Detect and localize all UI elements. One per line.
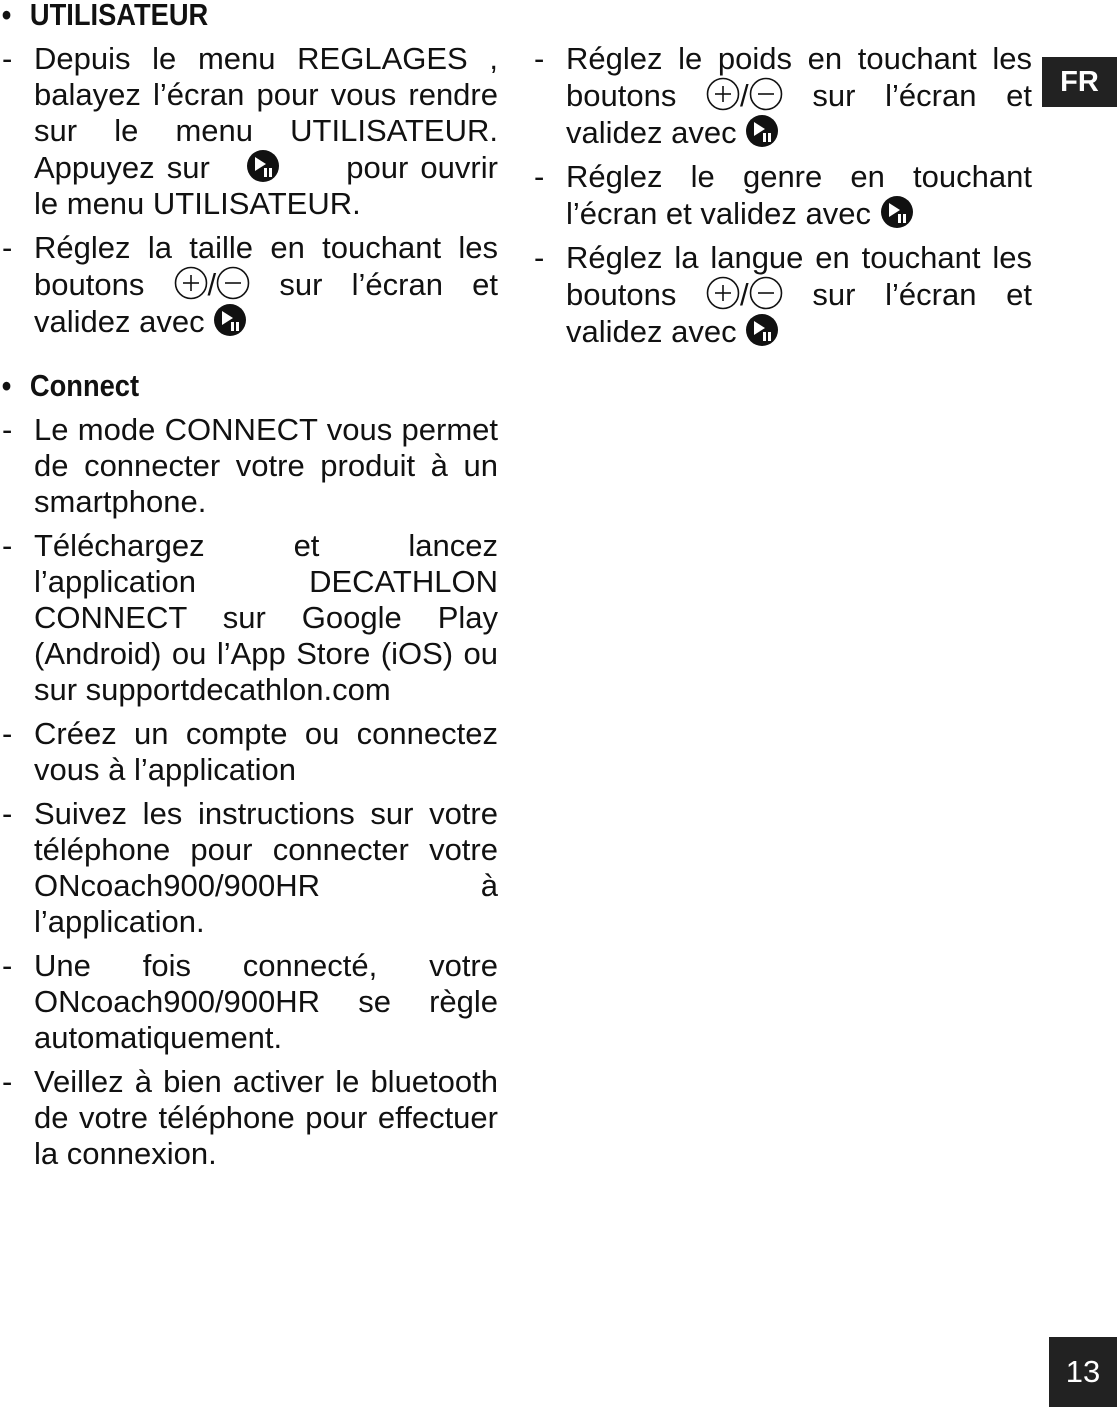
play-pause-button-icon [745, 114, 779, 148]
item-text: Veillez à bien activer le bluetooth de votre téléphone pour effectuer la connexion. [34, 1064, 498, 1171]
item-text: Suivez les instructions sur votre téléphone pour connecter votre ONcoach900/900HR à l’application. [34, 796, 498, 939]
right-column [532, 41, 1032, 350]
page-number: 13 [1049, 1337, 1117, 1407]
slash: / [207, 267, 217, 302]
item-text: Le mode CONNECT vous permet de connecter votre produit à un smartphone. [34, 412, 498, 519]
bullet: • [1, 0, 12, 32]
item-text: Téléchargez et lancez l’application DECATHLON CONNECT sur Google Play (Android) ou l’App Store (iOS) ou sur supportdecathlon.com [34, 528, 498, 707]
slash: / [740, 277, 749, 312]
item-text-before: Réglez le genre en touchant l’écran et validez avec [566, 159, 1032, 231]
slash: / [740, 78, 749, 113]
section-title-text: UTILISATEUR [29, 0, 209, 32]
plus-button-icon [706, 276, 740, 310]
list-item-set-height [0, 230, 498, 340]
list-item-open-user-menu [0, 41, 498, 222]
play-pause-button-icon [246, 149, 280, 183]
dash: - [534, 159, 545, 194]
minus-button-icon [749, 77, 783, 111]
item-text-mid: sur l’écran et validez avec [566, 78, 1032, 150]
item-text: Une fois connecté, votre ONcoach900/900HR se règle automatiquement. [34, 948, 498, 1055]
minus-button-icon [749, 276, 783, 310]
dash: - [2, 412, 13, 447]
list-item-set-weight [532, 41, 1032, 151]
list-item [0, 716, 498, 788]
list-item [0, 948, 498, 1056]
section-title-connect [0, 368, 438, 404]
play-pause-button-icon [213, 303, 247, 337]
item-text-mid: sur l’écran et validez avec [566, 277, 1032, 349]
dash: - [534, 41, 545, 76]
list-item [0, 796, 498, 940]
dash: - [2, 716, 13, 751]
item-text-after: pour ouvrir le menu UTILISATEUR. [34, 150, 498, 221]
item-text-before: Depuis le menu REGLAGES , balayez l’écran pour vous rendre sur le menu UTILISATEUR. Appuyez sur [34, 41, 498, 185]
item-text-before: Réglez la langue en touchant les boutons [566, 240, 1032, 312]
item-text-before: Réglez la taille en touchant les boutons [34, 230, 498, 302]
play-pause-button-icon [745, 313, 779, 347]
left-column [0, 0, 498, 1172]
minus-button-icon [216, 266, 250, 300]
section-title-text: Connect [29, 368, 140, 403]
bullet: • [1, 368, 12, 403]
plus-button-icon [174, 266, 208, 300]
dash: - [2, 948, 13, 983]
list-item [0, 528, 498, 708]
section-title-utilisateur [0, 0, 438, 33]
item-text: Créez un compte ou connectez vous à l’application [34, 716, 498, 787]
list-item-set-language [532, 240, 1032, 350]
plus-button-icon [706, 77, 740, 111]
item-text-mid: sur l’écran et validez avec [34, 267, 498, 339]
dash: - [2, 41, 13, 76]
list-item [0, 1064, 498, 1172]
dash: - [2, 230, 13, 265]
dash: - [2, 528, 13, 563]
dash: - [2, 1064, 13, 1099]
language-tab: FR [1042, 57, 1117, 107]
list-item-set-gender [532, 159, 1032, 232]
dash: - [2, 796, 13, 831]
dash: - [534, 240, 545, 275]
item-text-before: Réglez le poids en touchant les boutons [566, 41, 1032, 113]
list-item [0, 412, 498, 520]
play-pause-button-icon [880, 195, 914, 229]
